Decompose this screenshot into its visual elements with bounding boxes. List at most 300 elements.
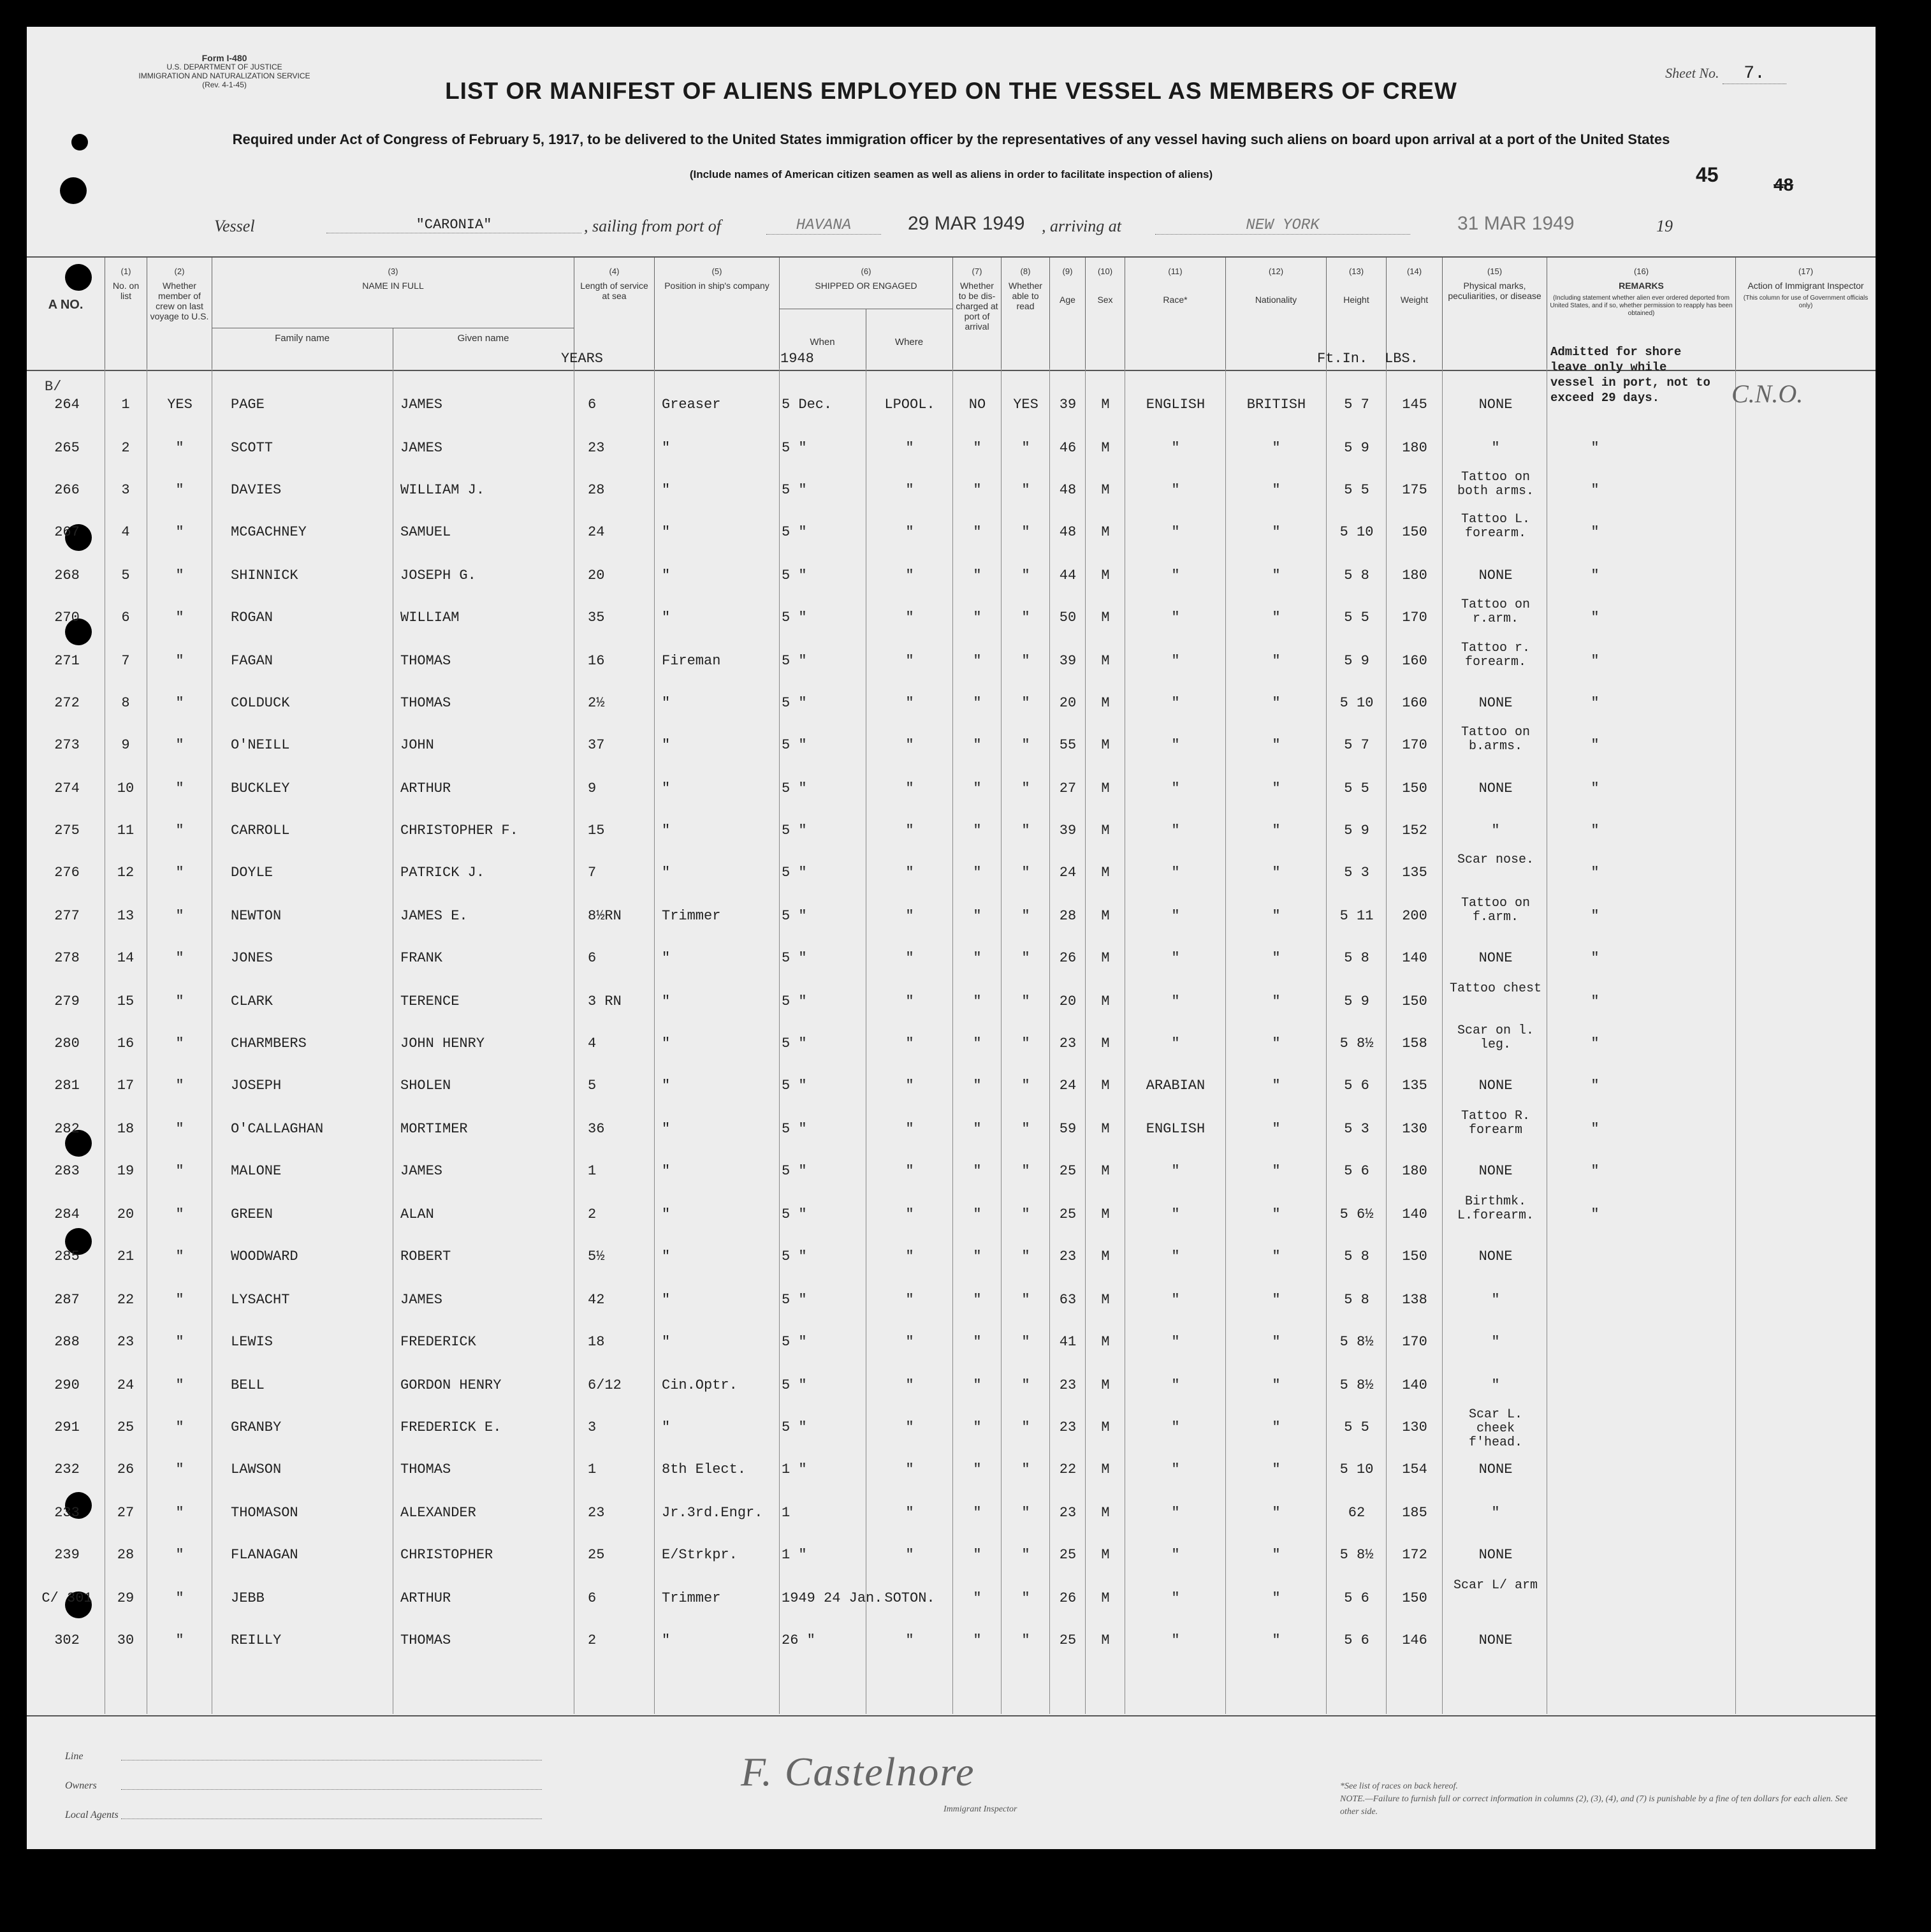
cell-marks: NONE [1478,1461,1513,1477]
cell-giv: JAMES [400,397,443,413]
cell-n: 6 [121,610,130,626]
cell-dis: " [973,1121,982,1137]
cell-svc: 4 [588,1036,597,1051]
cell-prev: " [175,1419,184,1435]
cell-where: " [905,1163,914,1179]
cell-sex: M [1101,440,1110,456]
cell-svc: 28 [588,482,605,498]
cell-wt: 150 [1402,780,1427,796]
cell-ht: 5 8½ [1339,1334,1374,1350]
page-title: LIST OR MANIFEST OF ALIENS EMPLOYED ON THE VESSEL AS MEMBERS OF CREW [445,78,1457,104]
cell-a: 287 [54,1292,80,1308]
cell-sex: M [1101,993,1110,1009]
cell-n: 19 [117,1163,135,1179]
cell-svc: 8½RN [588,908,622,924]
table-row [27,725,1876,756]
cell-n: 9 [121,737,130,753]
cell-svc: 7 [588,865,597,881]
cell-age: 23 [1059,1248,1077,1264]
remarks-note: Admitted for shore leave only while vessel in port, not to exceed 29 days. [1550,345,1710,405]
cell-nat: " [1272,950,1281,966]
cell-wt: 154 [1402,1461,1427,1477]
cell-sex: M [1101,1590,1110,1606]
cell-a: 239 [54,1547,80,1563]
cell-wt: 130 [1402,1121,1427,1137]
cell-giv: PATRICK J. [400,865,485,881]
cell-marks: Birthmk. L.forearm. [1457,1194,1534,1223]
cell-race: ARABIAN [1146,1078,1206,1094]
cell-dis: NO [968,397,986,413]
col-shipped: (6) SHIPPED OR ENGAGED [779,258,952,370]
cell-marks: NONE [1478,1163,1513,1179]
cell-sex: M [1101,1121,1110,1137]
cell-when: 5 " [782,908,807,924]
cell-when: 5 " [782,1078,807,1094]
cell-age: 48 [1059,524,1077,540]
cell-giv: MORTIMER [400,1121,468,1137]
cell-svc: 3 RN [588,993,622,1009]
cell-age: 44 [1059,567,1077,583]
cell-wt: 180 [1402,440,1427,456]
cell-pos: " [662,737,671,753]
cell-giv: JOHN [400,737,434,753]
cell-wt: 170 [1402,737,1427,753]
cell-age: 26 [1059,950,1077,966]
cell-sex: M [1101,610,1110,626]
cell-pos: " [662,482,671,498]
cell-sex: M [1101,482,1110,498]
cell-a: 285 [54,1248,80,1264]
cell-dis: " [973,1078,982,1094]
cell-marks: Tattoo on both arms. [1457,470,1534,499]
cell-sex: M [1101,1461,1110,1477]
cell-n: 24 [117,1377,135,1393]
cell-svc: 6/12 [588,1377,622,1393]
cell-prev: " [175,1377,184,1393]
cell-dis: " [973,1505,982,1521]
col-height: (13) Height [1326,258,1386,370]
cell-fam: THOMASON [231,1505,298,1521]
departure-date-stamp: 29 MAR 1949 [908,213,1025,234]
cell-sex: M [1101,1078,1110,1094]
cell-svc: 18 [588,1334,605,1350]
cell-dis: " [973,610,982,626]
cell-dis: " [973,1206,982,1222]
cell-race: " [1171,865,1180,881]
vessel-name: "CARONIA" [326,217,581,233]
cell-svc: 37 [588,737,605,753]
cell-svc: 1 [588,1461,597,1477]
cell-nat: " [1272,1078,1281,1094]
cell-read: " [1021,610,1030,626]
alien-prefix: B/ [45,379,62,395]
cell-fam: GREEN [231,1206,273,1222]
cell-a: 280 [54,1036,80,1051]
cell-age: 63 [1059,1292,1077,1308]
cell-fam: MCGACHNEY [231,524,307,540]
cell-pos: " [662,1121,671,1137]
cell-where: " [905,737,914,753]
cell-age: 28 [1059,908,1077,924]
cell-read: " [1021,1078,1030,1094]
cell-ht: 5 7 [1344,397,1369,413]
cell-marks: " [1491,440,1500,456]
page-count-b: 48 [1774,175,1794,194]
cell-when: 26 " [782,1632,815,1648]
cell-ht: 5 10 [1339,1461,1374,1477]
cell-giv: TERENCE [400,993,460,1009]
cell-when: 5 " [782,1377,807,1393]
cell-n: 13 [117,908,135,924]
cell-prev: " [175,1461,184,1477]
cell-when: 5 " [782,823,807,838]
cell-marks: Tattoo on f.arm. [1461,896,1531,925]
cell-pos: " [662,440,671,456]
cell-pos: Cin.Optr. [662,1377,738,1393]
col-age: (9) Age [1049,258,1085,370]
cell-svc: 3 [588,1419,597,1435]
inspector-action-note: C.N.O. [1731,379,1803,408]
cell-age: 24 [1059,1078,1077,1094]
cell-when: 5 " [782,482,807,498]
cell-wt: 140 [1402,950,1427,966]
cell-read: " [1021,823,1030,838]
cell-where: " [905,610,914,626]
cell-nat: " [1272,567,1281,583]
cell-age: 25 [1059,1632,1077,1648]
footer: Line Owners Local Agents [27,1715,1876,1849]
cell-age: 20 [1059,993,1077,1009]
cell-giv: SHOLEN [400,1078,451,1094]
cell-fam: SCOTT [231,440,273,456]
cell-ht: 5 8½ [1339,1377,1374,1393]
cell-wt: 150 [1402,993,1427,1009]
cell-sex: M [1101,1163,1110,1179]
cell-marks: Tattoo L. forearm. [1461,512,1531,541]
cell-read: " [1021,1547,1030,1563]
cell-where: " [905,1547,914,1563]
cell-where: " [905,695,914,711]
cell-when: 5 Dec. [782,397,833,413]
cell-dis: " [973,1163,982,1179]
cell-giv: GORDON HENRY [400,1377,502,1393]
col-race: (11) Race* [1125,258,1225,370]
cell-where: " [905,1036,914,1051]
cell-fam: BELL [231,1377,265,1393]
cell-race: " [1171,1505,1180,1521]
cell-svc: 6 [588,397,597,413]
cell-marks: NONE [1478,397,1513,413]
cell-prev: " [175,1248,184,1264]
cell-svc: 5 [588,1078,597,1094]
cell-prev: " [175,482,184,498]
cell-prev: " [175,1078,184,1094]
cell-a: C/ 301 [41,1590,92,1606]
cell-where: SOTON. [884,1590,935,1606]
punch-hole [60,177,87,204]
cell-a: 291 [54,1419,80,1435]
cell-nat: " [1272,823,1281,838]
cell-fam: ROGAN [231,610,273,626]
cell-read: " [1021,865,1030,881]
cell-where: " [905,1334,914,1350]
cell-marks: NONE [1478,1632,1513,1648]
cell-n: 16 [117,1036,135,1051]
cell-marks: NONE [1478,780,1513,796]
cell-dis: " [973,780,982,796]
cell-prev: " [175,1334,184,1350]
cell-dis: " [973,567,982,583]
cell-read: " [1021,1248,1030,1264]
cell-rem: " [1591,695,1599,711]
cell-n: 18 [117,1121,135,1137]
cell-giv: ALEXANDER [400,1505,476,1521]
cell-fam: SHINNICK [231,567,298,583]
cell-nat: " [1272,1377,1281,1393]
col-inspector-action: (17) Action of Immigrant Inspector (This column for use of Government officials only) [1735,258,1876,370]
cell-race: " [1171,1377,1180,1393]
unit-years: YEARS [561,351,604,367]
punch-hole [71,134,88,150]
cell-sex: M [1101,695,1110,711]
cell-rem: " [1591,653,1599,669]
manifest-sheet [27,27,1876,1849]
cell-when: 5 " [782,993,807,1009]
cell-read: " [1021,1334,1030,1350]
cell-age: 46 [1059,440,1077,456]
cell-fam: DAVIES [231,482,282,498]
col-read: (8) Whether able to read [1001,258,1049,370]
cell-ht: 5 9 [1344,653,1369,669]
cell-read: YES [1013,397,1038,413]
cell-giv: SAMUEL [400,524,451,540]
col-discharged: (7) Whether to be dis-charged at port of arrival [952,258,1001,370]
cell-n: 20 [117,1206,135,1222]
cell-race: " [1171,695,1180,711]
col-prev-voyage: (2) Whether member of crew on last voyage to U.S. [147,258,212,370]
cell-giv: ARTHUR [400,780,451,796]
cell-prev: " [175,737,184,753]
cell-fam: FLANAGAN [231,1547,298,1563]
col-weight: (14) Weight [1386,258,1442,370]
cell-sex: M [1101,1334,1110,1350]
cell-rem: " [1591,1121,1599,1137]
cell-when: 5 " [782,737,807,753]
cell-race: " [1171,1419,1180,1435]
cell-age: 23 [1059,1419,1077,1435]
cell-when: 5 " [782,865,807,881]
cell-n: 22 [117,1292,135,1308]
cell-age: 59 [1059,1121,1077,1137]
cell-giv: CHRISTOPHER F. [400,823,518,838]
cell-nat: " [1272,695,1281,711]
cell-sex: M [1101,908,1110,924]
cell-ht: 5 8½ [1339,1547,1374,1563]
cell-rem: " [1591,1163,1599,1179]
cell-svc: 42 [588,1292,605,1308]
cell-fam: PAGE [231,397,265,413]
cell-when: 1 " [782,1547,807,1563]
table-row [27,1547,1876,1566]
cell-fam: CHARMBERS [231,1036,307,1051]
cell-giv: THOMAS [400,695,451,711]
cell-fam: CLARK [231,993,273,1009]
cell-n: 2 [121,440,130,456]
cell-prev: " [175,695,184,711]
cell-nat: " [1272,1547,1281,1563]
cell-fam: JEBB [231,1590,265,1606]
cell-when: 5 " [782,524,807,540]
cell-fam: BUCKLEY [231,780,290,796]
cell-age: 23 [1059,1036,1077,1051]
cell-giv: FREDERICK [400,1334,476,1350]
cell-giv: WILLIAM J. [400,482,485,498]
cell-n: 30 [117,1632,135,1648]
cell-n: 25 [117,1419,135,1435]
cell-rem: " [1591,1206,1599,1222]
table-row [27,641,1876,672]
cell-dis: " [973,1632,982,1648]
cell-race: " [1171,823,1180,838]
cell-fam: MALONE [231,1163,282,1179]
cell-fam: LEWIS [231,1334,273,1350]
cell-wt: 158 [1402,1036,1427,1051]
cell-n: 8 [121,695,130,711]
cell-rem: " [1591,737,1599,753]
cell-wt: 160 [1402,695,1427,711]
cell-prev: " [175,865,184,881]
cell-pos: " [662,695,671,711]
cell-prev: " [175,780,184,796]
cell-read: " [1021,1163,1030,1179]
cell-nat: " [1272,1292,1281,1308]
cell-age: 20 [1059,695,1077,711]
cell-svc: 15 [588,823,605,838]
cell-sex: M [1101,1248,1110,1264]
cell-sex: M [1101,737,1110,753]
cell-dis: " [973,695,982,711]
cell-a: 268 [54,567,80,583]
cell-ht: 5 5 [1344,780,1369,796]
cell-race: " [1171,1248,1180,1264]
cell-ht: 62 [1348,1505,1366,1521]
cell-dis: " [973,1248,982,1264]
table-row [27,1334,1876,1353]
col-name: (3) NAME IN FULL [212,258,574,370]
departure-port: HAVANA [766,217,881,235]
cell-where: " [905,482,914,498]
cell-sex: M [1101,823,1110,838]
cell-race: " [1171,1632,1180,1648]
cell-svc: 23 [588,1505,605,1521]
cell-when: 5 " [782,1163,807,1179]
cell-nat: " [1272,1419,1281,1435]
cell-sex: M [1101,1377,1110,1393]
cell-n: 12 [117,865,135,881]
cell-sex: M [1101,1547,1110,1563]
cell-dis: " [973,1590,982,1606]
cell-race: " [1171,1547,1180,1563]
cell-read: " [1021,1292,1030,1308]
cell-nat: BRITISH [1246,397,1306,413]
cell-prev: " [175,823,184,838]
cell-fam: O'NEILL [231,737,290,753]
cell-race: " [1171,482,1180,498]
cell-pos: " [662,1632,671,1648]
cell-where: " [905,653,914,669]
cell-giv: ARTHUR [400,1590,451,1606]
cell-sex: M [1101,1036,1110,1051]
table-header: A NO. (1) No. on list (2) Whether member of crew on last voyage to U.S. (3) NAME IN FULL (4) Length of service at sea (5) Position in ship's company (6) SHIPPED OR ENGAGED (7) Whether to be dis-charged at port of arrival (8) Whether able to read (9) Age (10) Sex (11) Race* (12) Nationality (13) Height (14) Weight (15) Physical marks, peculiarities, or disease (16) REMARKS (Including statement whether alien ever ordered deported from United States, and if so, whether permission to reapply has been obtained) (17) Action of Immigrant Inspector (This column for use of Government officials only) Family name Given name When Where [27,256,1876,371]
cell-race: ENGLISH [1146,1121,1206,1137]
cell-race: " [1171,780,1180,796]
cell-ht: 5 6 [1344,1163,1369,1179]
cell-n: 3 [121,482,130,498]
cell-rem: " [1591,993,1599,1009]
cell-wt: 145 [1402,397,1427,413]
cell-nat: " [1272,653,1281,669]
cell-giv: JAMES [400,1163,443,1179]
cell-age: 41 [1059,1334,1077,1350]
cell-nat: " [1272,865,1281,881]
cell-pos: Jr.3rd.Engr. [662,1505,763,1521]
cell-fam: JONES [231,950,273,966]
cell-giv: WILLIAM [400,610,460,626]
cell-pos: " [662,1292,671,1308]
arrival-date-stamp: 31 MAR 1949 [1457,213,1575,234]
cell-where: " [905,440,914,456]
cell-pos: E/Strkpr. [662,1547,738,1563]
cell-prev: " [175,1292,184,1308]
cell-fam: CARROLL [231,823,290,838]
cell-a: 284 [54,1206,80,1222]
cell-rem: " [1591,1078,1599,1094]
cell-rem: " [1591,482,1599,498]
cell-rem: " [1591,950,1599,966]
cell-age: 39 [1059,653,1077,669]
cell-a: 264 [54,397,80,413]
cell-svc: 6 [588,1590,597,1606]
cell-read: " [1021,1590,1030,1606]
cell-age: 25 [1059,1547,1077,1563]
cell-svc: 23 [588,440,605,456]
cell-ht: 5 11 [1339,908,1374,924]
cell-where: " [905,780,914,796]
cell-when: 5 " [782,440,807,456]
cell-dis: " [973,482,982,498]
cell-a: 271 [54,653,80,669]
cell-prev: " [175,653,184,669]
cell-wt: 130 [1402,1419,1427,1435]
table-row [27,695,1876,714]
cell-svc: 16 [588,653,605,669]
cell-a: 267 [54,524,80,540]
cell-fam: LYSACHT [231,1292,290,1308]
cell-nat: " [1272,1036,1281,1051]
cell-ht: 5 8 [1344,950,1369,966]
cell-dis: " [973,1547,982,1563]
cell-ht: 5 8 [1344,567,1369,583]
cell-n: 1 [121,397,130,413]
cell-marks: NONE [1478,1078,1513,1094]
cell-giv: ALAN [400,1206,434,1222]
cell-wt: 150 [1402,1590,1427,1606]
cell-when: 1 " [782,1461,807,1477]
col-physical-marks: (15) Physical marks, peculiarities, or disease [1442,258,1547,370]
cell-dis: " [973,950,982,966]
cell-read: " [1021,737,1030,753]
cell-rem: " [1591,524,1599,540]
